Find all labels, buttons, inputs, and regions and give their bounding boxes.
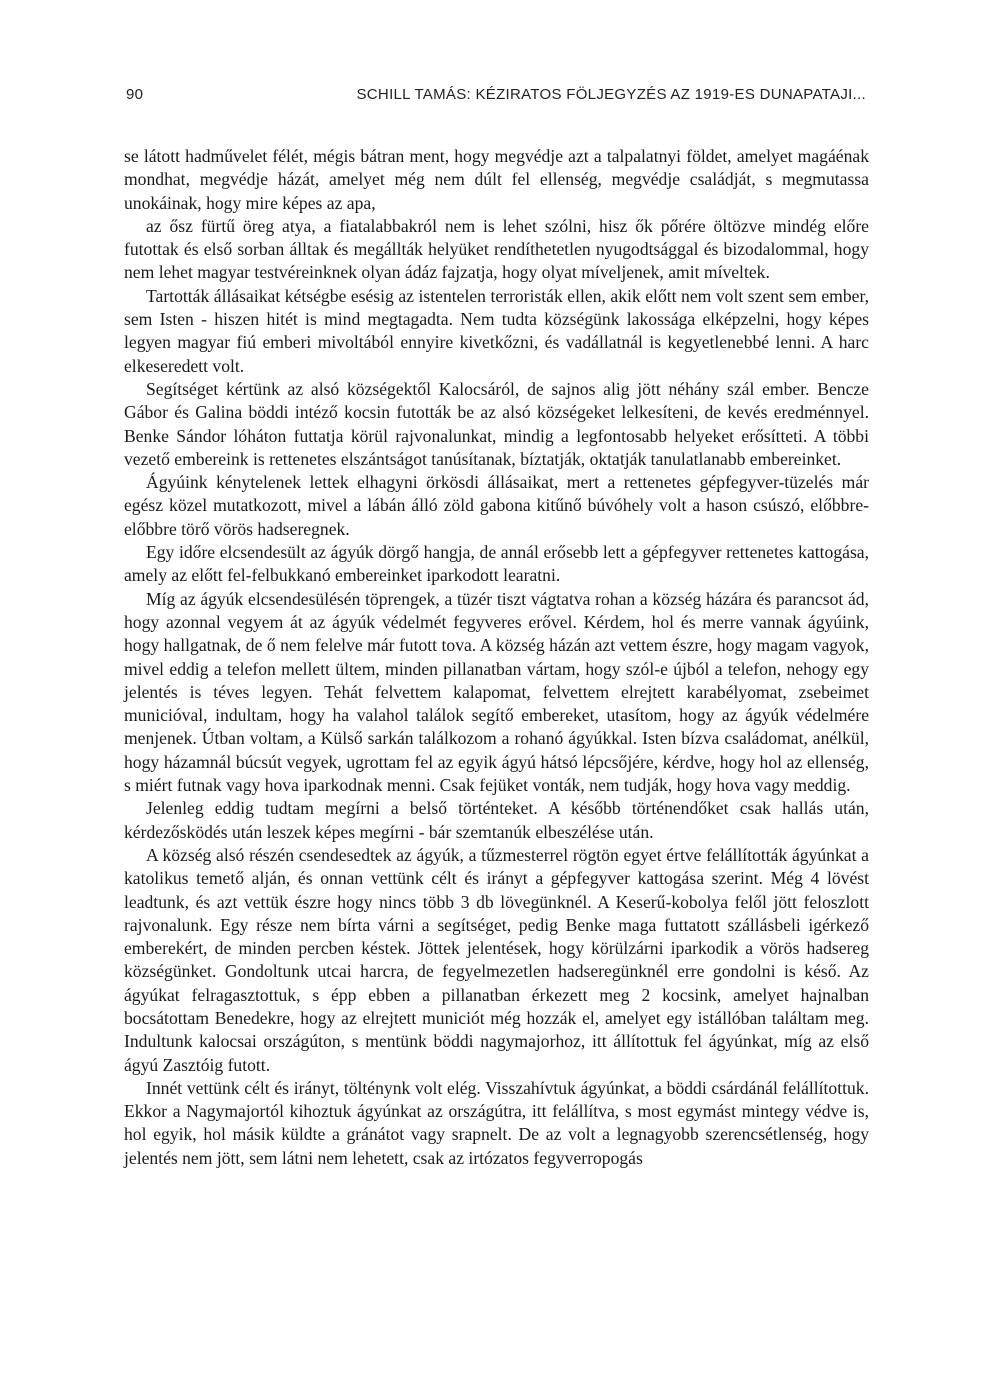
paragraph-2: az ősz fürtű öreg atya, a fiatalabbakról nem is lehet szólni, hisz ők pőrére öltözve mindég előre futottak és első sorban álltak és megállták helyüket rendíthetetlen nyugodtsággal és bizodalommal, hogy nem lehet magyar testvéreinknek olyan ádáz fajzatja, hogy olyat míveljenek, amit míveltek. bbox=[124, 215, 869, 283]
paragraph-3: Tartották állásaikat kétségbe esésig az istentelen terroristák ellen, akik előtt nem volt szent sem ember, sem Isten - hiszen hitét is mind megtagadta. Nem tudta községünk lakossága elképzelni, hogy képes legyen magyar fiú emberi mivoltából ennyire kivetkőzni, és vadállatnál is kegyetlenebbé lenni. A harc elkeseredett volt. bbox=[124, 285, 869, 376]
running-title: SCHILL TAMÁS: KÉZIRATOS FÖLJEGYZÉS AZ 1919-ES DUNAPATAJI... bbox=[356, 86, 866, 103]
paragraph-9: A község alsó részén csendesedtek az ágyúk, a tűzmesterrel rögtön egyet értve felállították ágyúnkat a katolikus temető alján, és onnan vettünk célt és irányt a gépfegyver kattogása szerint. Még 4 lövést leadtunk, és azt vettük észre hogy nincs több 3 db lövegünknél. A Keserű-kobolya felől jött feloszlott rajvonalunk. Egy része nem bírta várni a segítséget, pedig Benke maga futtatott szállásbeli igérkező emberekért, de minden percben késtek. Jöttek jelentések, hogy körülzárni iparkodik a vörös hadsereg községünket. Gondoltunk utcai harcra, de fegyelmezetlen hadseregünknél erre gondolni is késő. Az ágyúkat felragasztottuk, s épp ebben a pillanatban érkezett meg 2 kocsink, amelyet hajnalban bocsátottam Benedekre, hogy az elrejtett municiót még hozzák el, amelyet egy istállóban találtam meg. Indultunk kalocsai országúton, s mentünk böddi nagymajorhoz, itt állítottuk fel ágyúnkat, míg az első ágyú Zasztóig futott. bbox=[124, 844, 869, 1075]
paragraph-4: Segítséget kértünk az alsó községektől Kalocsáról, de sajnos alig jött néhány szál ember. Bencze Gábor és Galina böddi intéző kocsin futották be az alsó községeket lelkesíteni, de kevés eredménnyel. Benke Sándor lóháton futtatja körül rajvonalunkat, mindig a legfontosabb helyeket erősítteti. A többi vezető embereink is rettenetes elszántságot tanúsítanak, bíztatják, oktatják tanulatlanabb embereinket. bbox=[124, 378, 869, 469]
paragraph-7: Míg az ágyúk elcsendesülésén töprengek, a tüzér tiszt vágtatva rohan a község házára és parancsot ád, hogy azonnal vegyem át az ágyúk védelmét fegyveres erővel. Kérdem, hol és merre vannak ágyúink, hogy hallgatnak, de ő nem felelve már futott tova. A község házán azt vettem észre, hogy magam vagyok, mivel eddig a telefon mellett ültem, minden pillanatban vártam, hogy szól-e újból a telefon, nehogy egy jelentés is téves legyen. Tehát felvettem kalapomat, felvettem elrejtett karabélyomat, zsebeimet municióval, indultam, hogy ha valahol találok segítő embereket, utasítom, hogy az ágyúk védelmére menjenek. Útban voltam, a Külső sarkán találkozom a rohanó ágyúkkal. Isten bízva családomat, anélkül, hogy házamnál búcsút vegyek, ugrottam fel az egyik ágyú hátsó lépcsőjére, kérdve, hogy hol az ellenség, s miért futnak vagy hova iparkodnak menni. Csak fejüket vonták, nem tudják, hogy hova vagy meddig. bbox=[124, 588, 869, 796]
running-header bbox=[126, 86, 866, 106]
paragraph-6: Egy időre elcsendesült az ágyúk dörgő hangja, de annál erősebb lett a gépfegyver rettenetes kattogása, amely az előtt fel-felbukkanó embereinket iparkodott learatni. bbox=[124, 542, 869, 586]
paragraph-1: se látott hadművelet félét, mégis bátran ment, hogy megvédje azt a talpalatnyi földet, amelyet magáénak mondhat, megvédje házát, amelyet még nem dúlt fel ellenség, megvédje családját, s megmutassa unokáinak, hogy mire képes az apa, bbox=[124, 146, 869, 213]
page-number: 90 bbox=[126, 86, 144, 103]
body-text bbox=[124, 145, 869, 1170]
paragraph-8: Jelenleg eddig tudtam megírni a belső történteket. A később történendőket csak hallás után, kérdezősködés után leszek képes megírni - bár szemtanúk elbeszélése után. bbox=[124, 798, 869, 842]
paragraph-10: Innét vettünk célt és irányt, tölténynk volt elég. Visszahívtuk ágyúnkat, a böddi csárdánál felállítottuk. Ekkor a Nagymajortól kihoztuk ágyúnkat az országútra, itt felállítva, s most egymást mintegy védve is, hol egyik, hol másik küldte a gránátot vagy srapnelt. De az volt a legnagyobb szerencsétlenség, hogy jelentés nem jött, sem látni nem lehetett, csak az irtózatos fegyverropogás bbox=[124, 1077, 869, 1168]
paragraph-5: Ágyúink kénytelenek lettek elhagyni örkösdi állásaikat, mert a rettenetes gépfegyver-tüzelés már egész közel mutatkozott, mivel a lábán álló zöld gabona kitűnő búvóhely volt a hason csúszó, előbbre-előbbre törő vörös hadseregnek. bbox=[124, 472, 869, 539]
